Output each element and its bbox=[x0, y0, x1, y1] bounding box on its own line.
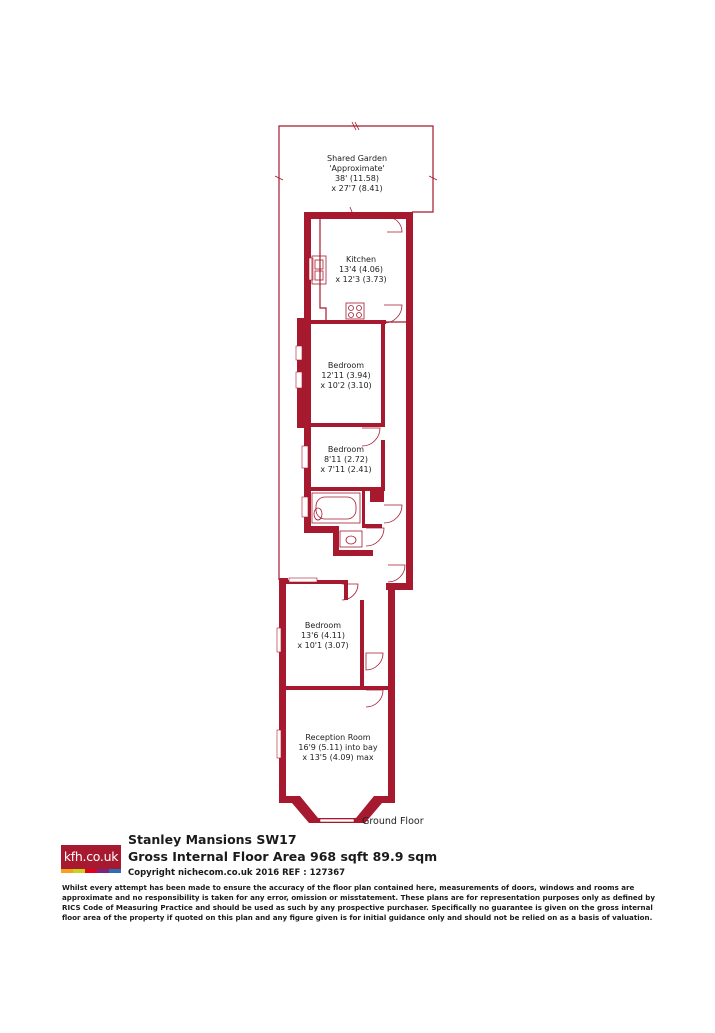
kitchen-dim2: x 12'3 (3.73) bbox=[335, 275, 387, 284]
room-bedroom3-label bbox=[297, 621, 348, 650]
reception-name: Reception Room bbox=[305, 733, 371, 742]
room-garden-label bbox=[327, 154, 387, 193]
reception-dim1: 16'9 (5.11) into bay bbox=[298, 743, 378, 752]
property-title: Stanley Mansions SW17 bbox=[128, 832, 297, 847]
garden-note: 'Approximate' bbox=[329, 164, 385, 173]
logo-text: kfh.co.uk bbox=[61, 845, 121, 869]
kitchen-name: Kitchen bbox=[345, 255, 377, 264]
floor-area: Gross Internal Floor Area 968 sqft 89.9 sqm bbox=[128, 849, 438, 864]
logo-stripe bbox=[85, 869, 97, 873]
logo-stripe bbox=[109, 869, 121, 873]
bedroom3-name: Bedroom bbox=[304, 621, 342, 630]
bedroom2-name: Bedroom bbox=[327, 445, 365, 454]
copyright: Copyright nichecom.co.uk 2016 REF : 127367 bbox=[128, 868, 346, 878]
room-kitchen-label bbox=[335, 255, 386, 284]
kfh-logo bbox=[61, 845, 121, 873]
logo-stripe bbox=[97, 869, 109, 873]
room-reception-label bbox=[298, 733, 377, 762]
garden-name: Shared Garden bbox=[326, 154, 388, 163]
kitchen-dim1: 13'4 (4.06) bbox=[338, 265, 384, 274]
front-wing-walls bbox=[279, 578, 395, 823]
logo-stripe bbox=[73, 869, 85, 873]
floor-label: Ground Floor bbox=[362, 816, 424, 827]
bedroom1-name: Bedroom bbox=[327, 361, 365, 370]
garden-dim1: 38' (11.58) bbox=[334, 174, 380, 183]
bedroom2-dim2: x 7'11 (2.41) bbox=[320, 465, 372, 474]
logo-stripe bbox=[61, 869, 73, 873]
bedroom3-dim1: 13'6 (4.11) bbox=[300, 631, 346, 640]
room-bedroom1-label bbox=[320, 361, 371, 390]
disclaimer: Whilst every attempt has been made to ensure the accuracy of the floor plan contained here, measurements of doors, windows and rooms are approximate and no responsibility is taken for any error, omission or misstatement. These plans are for representation purposes only as defined by RICS Code of Measuring Practice and should be used as such by any prospective purchaser. Specifically no guarantee is given on the gross internal floor area of the property if quoted on this plan and any figure given is for initial guidance only and should not be relied on as a basis of valuation. bbox=[62, 883, 655, 922]
bedroom3-dim2: x 10'1 (3.07) bbox=[297, 641, 349, 650]
room-bedroom2-label bbox=[320, 445, 371, 474]
bedroom1-dim2: x 10'2 (3.10) bbox=[320, 381, 372, 390]
reception-dim2: x 13'5 (4.09) max bbox=[302, 753, 374, 762]
garden-dim2: x 27'7 (8.41) bbox=[331, 184, 383, 193]
bedroom1-dim1: 12'11 (3.94) bbox=[321, 371, 371, 380]
bedroom2-dim1: 8'11 (2.72) bbox=[323, 455, 369, 464]
logo-stripes bbox=[61, 869, 121, 873]
